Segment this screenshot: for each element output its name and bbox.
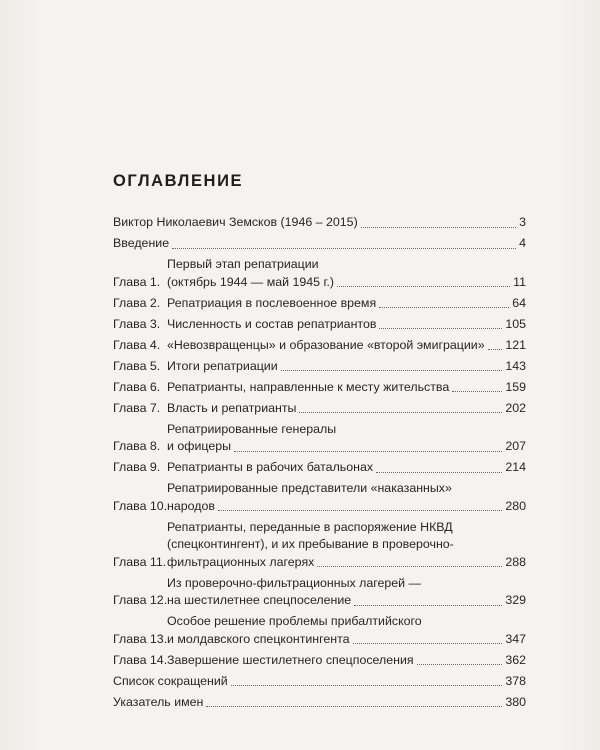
toc-entry-last-line bbox=[167, 459, 526, 477]
toc-entry-title-line: Итоги репатриации bbox=[167, 358, 278, 373]
toc-entry-page-number: 202 bbox=[505, 400, 526, 415]
toc-entry-chapter: Глава 13. bbox=[113, 631, 168, 646]
toc-entry-chapter: Глава 3. bbox=[113, 316, 161, 331]
toc-entry-last-line bbox=[113, 214, 526, 232]
toc-entry bbox=[113, 337, 526, 355]
toc-entry-title-line: «Невозвращенцы» и образование «второй эмиграции» bbox=[167, 337, 485, 352]
toc-entry-body bbox=[167, 316, 526, 334]
toc-entry-title-line: Первый этап репатриации bbox=[167, 257, 319, 271]
toc-entry-body bbox=[113, 694, 526, 712]
toc-entry-page-number: 362 bbox=[505, 652, 526, 667]
toc-entry-page-number: 380 bbox=[505, 694, 526, 709]
toc-entry-page-number: 143 bbox=[505, 358, 526, 373]
toc-entry bbox=[113, 613, 526, 648]
toc-entry-title-line: Завершение шестилетнего спецпоселения bbox=[167, 652, 414, 667]
toc-entry-page-number: 329 bbox=[505, 593, 526, 607]
toc-entry-title-line: Репатрианты, переданные в распоряжение НКВД bbox=[167, 519, 453, 534]
toc-entry-title-line: и офицеры bbox=[167, 439, 232, 453]
toc-entry-chapter: Глава 10. bbox=[113, 498, 168, 513]
dot-leader bbox=[299, 412, 502, 413]
toc-entry-title-line: Власть и репатрианты bbox=[167, 400, 297, 415]
toc-entry-title-line: на шестилетнее спецпоселение bbox=[167, 593, 352, 607]
dot-leader bbox=[379, 307, 509, 308]
dot-leader bbox=[417, 664, 503, 665]
toc-entry-last-line bbox=[167, 592, 526, 610]
toc-entry bbox=[113, 480, 526, 515]
toc-entry-last-line bbox=[113, 235, 526, 253]
dot-leader bbox=[452, 391, 502, 392]
toc-entry-last-line bbox=[167, 498, 526, 516]
toc-entry bbox=[113, 652, 526, 670]
toc-entry bbox=[113, 421, 526, 456]
toc-entry-body bbox=[167, 295, 526, 313]
toc-entry-page-number: 280 bbox=[505, 498, 526, 513]
toc-entry-body bbox=[167, 575, 526, 610]
toc-entry-title-line: Репатриация в послевоенное время bbox=[167, 295, 377, 310]
toc-entry-body bbox=[167, 337, 526, 355]
toc-entry-chapter: Глава 1. bbox=[113, 274, 161, 289]
toc-entry-title-line: Виктор Николаевич Земсков (1946 – 2015) bbox=[113, 215, 358, 229]
dot-leader bbox=[206, 706, 502, 707]
toc-entry-last-line bbox=[167, 400, 526, 418]
toc-entry bbox=[113, 316, 526, 334]
dot-leader bbox=[172, 248, 516, 249]
toc-entry-chapter: Глава 8. bbox=[113, 439, 161, 453]
toc-entry-page-number: 214 bbox=[505, 460, 526, 474]
toc-entry-page-number: 207 bbox=[505, 439, 526, 453]
toc-entry-page-number: 105 bbox=[505, 316, 526, 331]
toc-entry-chapter: Глава 5. bbox=[113, 358, 161, 373]
dot-leader bbox=[354, 605, 502, 606]
toc-entry-title-line: Введение bbox=[113, 236, 170, 250]
toc-entry-last-line bbox=[167, 438, 526, 456]
toc-entry-page-number: 378 bbox=[505, 673, 526, 688]
toc-entry-title-line: фильтрационных лагерях bbox=[167, 554, 315, 569]
dot-leader bbox=[337, 286, 510, 287]
table-of-contents bbox=[113, 214, 526, 715]
toc-entry-title-line: народов bbox=[167, 498, 215, 513]
toc-entry bbox=[113, 673, 526, 691]
dot-leader bbox=[218, 510, 502, 511]
toc-entry bbox=[113, 459, 526, 477]
toc-entry-page-number: 4 bbox=[519, 236, 526, 250]
toc-entry-title-line: (спецконтингент), и их пребывание в проверочно- bbox=[167, 537, 454, 551]
dot-leader bbox=[376, 472, 502, 473]
toc-entry-title-line: (октябрь 1944 — май 1945 г.) bbox=[167, 274, 335, 289]
dot-leader bbox=[317, 566, 502, 567]
toc-entry-body bbox=[113, 235, 526, 253]
toc-entry-body bbox=[113, 673, 526, 691]
toc-entry-chapter: Глава 6. bbox=[113, 379, 161, 394]
toc-entry bbox=[113, 295, 526, 313]
toc-entry-title-line: Указатель имен bbox=[113, 694, 204, 709]
toc-entry-chapter: Глава 4. bbox=[113, 337, 161, 352]
toc-entry-chapter: Глава 12. bbox=[113, 593, 168, 607]
toc-entry-last-line bbox=[113, 673, 526, 691]
toc-entry-body bbox=[113, 214, 526, 232]
toc-entry-body bbox=[167, 652, 526, 670]
toc-entry-page-number: 11 bbox=[513, 274, 526, 289]
toc-entry-page-number: 288 bbox=[505, 554, 526, 569]
dot-leader bbox=[234, 451, 502, 452]
toc-entry-last-line bbox=[113, 694, 526, 712]
toc-entry-page-number: 64 bbox=[512, 295, 526, 310]
toc-entry-chapter: Глава 9. bbox=[113, 460, 161, 474]
dot-leader bbox=[281, 370, 503, 371]
toc-entry-body bbox=[167, 613, 526, 648]
toc-entry-page-number: 3 bbox=[519, 215, 526, 229]
toc-entry-body bbox=[167, 480, 526, 515]
toc-entry-last-line bbox=[167, 379, 526, 397]
toc-entry bbox=[113, 235, 526, 253]
toc-entry-title-line: и молдавского спецконтингента bbox=[167, 631, 350, 646]
dot-leader bbox=[379, 328, 502, 329]
toc-entry-chapter: Глава 11. bbox=[113, 554, 167, 569]
toc-entry-page-number: 159 bbox=[505, 379, 526, 394]
toc-entry-last-line bbox=[167, 554, 526, 572]
toc-entry-last-line bbox=[167, 295, 526, 313]
toc-entry bbox=[113, 575, 526, 610]
toc-entry-body bbox=[167, 379, 526, 397]
toc-entry-last-line bbox=[167, 652, 526, 670]
dot-leader bbox=[488, 349, 503, 350]
toc-entry-chapter: Глава 7. bbox=[113, 400, 161, 415]
toc-entry-last-line bbox=[167, 337, 526, 355]
toc-entry-last-line bbox=[167, 631, 526, 649]
toc-entry bbox=[113, 358, 526, 376]
toc-entry-body bbox=[167, 358, 526, 376]
toc-entry bbox=[113, 379, 526, 397]
toc-heading: ОГЛАВЛЕНИЕ bbox=[113, 172, 244, 190]
toc-entry-title-line: Репатрианты, направленные к месту жительства bbox=[167, 379, 450, 394]
toc-entry bbox=[113, 400, 526, 418]
toc-entry-title-line: Репатриированные представители «наказанных» bbox=[167, 481, 452, 495]
toc-entry-body bbox=[167, 459, 526, 477]
toc-entry-body bbox=[167, 519, 526, 572]
toc-entry-title-line: Репатриированные генералы bbox=[167, 421, 337, 436]
toc-entry-last-line bbox=[167, 358, 526, 376]
toc-entry-title-line: Из проверочно-фильтрационных лагерей — bbox=[167, 575, 421, 590]
toc-entry-body bbox=[167, 400, 526, 418]
toc-entry-chapter: Глава 2. bbox=[113, 295, 161, 310]
toc-entry-title-line: Численность и состав репатриантов bbox=[167, 316, 377, 331]
toc-entry bbox=[113, 214, 526, 232]
toc-entry-page-number: 121 bbox=[505, 337, 526, 352]
dot-leader bbox=[353, 643, 503, 644]
toc-entry-last-line bbox=[167, 316, 526, 334]
toc-entry bbox=[113, 519, 526, 572]
toc-entry bbox=[113, 694, 526, 712]
toc-entry-chapter: Глава 14. bbox=[113, 652, 168, 667]
toc-entry-title-line: Особое решение проблемы прибалтийского bbox=[167, 614, 422, 628]
toc-entry-page-number: 347 bbox=[505, 631, 526, 646]
toc-entry-title-line: Репатрианты в рабочих батальонах bbox=[167, 460, 374, 474]
toc-entry-last-line bbox=[167, 274, 526, 292]
toc-entry-title-line: Список сокращений bbox=[113, 673, 228, 688]
toc-entry-body bbox=[167, 256, 526, 291]
dot-leader bbox=[231, 685, 503, 686]
toc-entry bbox=[113, 256, 526, 291]
dot-leader bbox=[361, 227, 516, 228]
toc-entry-body bbox=[167, 421, 526, 456]
